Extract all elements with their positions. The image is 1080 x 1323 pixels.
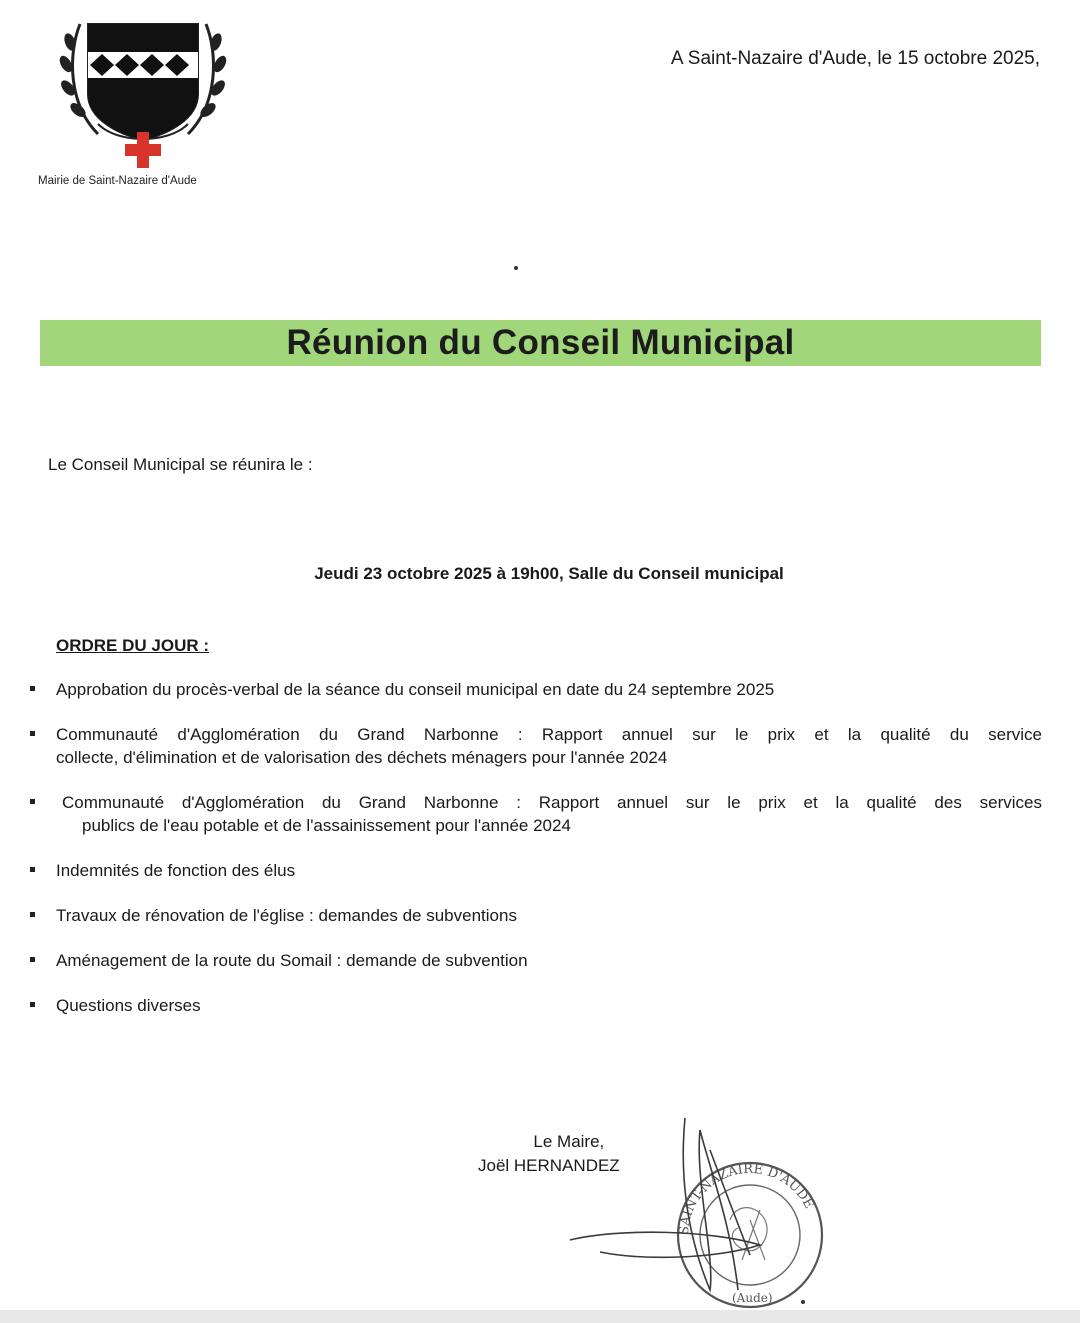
agenda-item xyxy=(30,994,1042,1017)
agenda-item-text: Travaux de rénovation de l'église : demandes de subventions xyxy=(56,906,517,925)
stray-dot xyxy=(514,266,518,270)
agenda-item xyxy=(30,723,1042,769)
agenda-item-text: Communauté d'Agglomération du Grand Narbonne : Rapport annuel sur le prix et la qualité du service collecte, d'élimination et de valorisation des déchets ménagers pour l'année 2024 xyxy=(56,725,1042,767)
intro-text: Le Conseil Municipal se réunira le : xyxy=(48,455,313,474)
bullet-icon xyxy=(30,686,35,691)
crest-caption: Mairie de Saint-Nazaire d'Aude xyxy=(38,175,197,187)
agenda-item-text: Questions diverses xyxy=(56,996,201,1015)
agenda-item-text: Indemnités de fonction des élus xyxy=(56,861,296,880)
agenda-item xyxy=(30,904,1042,927)
agenda-heading: ORDRE DU JOUR : xyxy=(56,636,210,655)
official-stamp-and-signature xyxy=(560,1110,850,1320)
bullet-icon xyxy=(30,957,35,962)
agenda-item xyxy=(30,678,1042,701)
agenda-item xyxy=(30,791,1042,837)
svg-text:(Aude): (Aude) xyxy=(732,1291,773,1305)
agenda-item xyxy=(30,949,1042,972)
signatory-name: Joël HERNANDEZ xyxy=(478,1156,620,1175)
place-and-date: A Saint-Nazaire d'Aude, le 15 octobre 2025, xyxy=(670,48,1040,69)
bullet-icon xyxy=(30,912,35,917)
bullet-icon xyxy=(30,867,35,872)
agenda-item xyxy=(30,859,1042,882)
municipal-crest-logo xyxy=(58,14,228,174)
agenda-item-text: Aménagement de la route du Somail : demande de subvention xyxy=(56,951,528,970)
signatory-title: Le Maire, xyxy=(533,1132,605,1151)
agenda-item-text: Communauté d'Agglomération du Grand Narbonne : Rapport annuel sur le prix et la qualité des services publics de l'eau potable et de l'assainissement pour l'année 2024 xyxy=(62,793,1042,835)
title-band xyxy=(40,320,1041,366)
svg-text:SAINT-NAZAIRE D'AUDE: SAINT-NAZAIRE D'AUDE xyxy=(676,1161,817,1236)
document-title: Réunion du Conseil Municipal xyxy=(286,323,795,362)
meeting-date-location: Jeudi 23 octobre 2025 à 19h00, Salle du Conseil municipal xyxy=(314,564,784,583)
page-bottom-edge xyxy=(0,1310,1080,1323)
bullet-icon xyxy=(30,731,35,736)
bullet-icon xyxy=(30,799,35,804)
bullet-icon xyxy=(30,1002,35,1007)
agenda-list xyxy=(30,678,1042,1017)
agenda-item-text: Approbation du procès-verbal de la séance du conseil municipal en date du 24 septembre 2025 xyxy=(56,680,775,699)
